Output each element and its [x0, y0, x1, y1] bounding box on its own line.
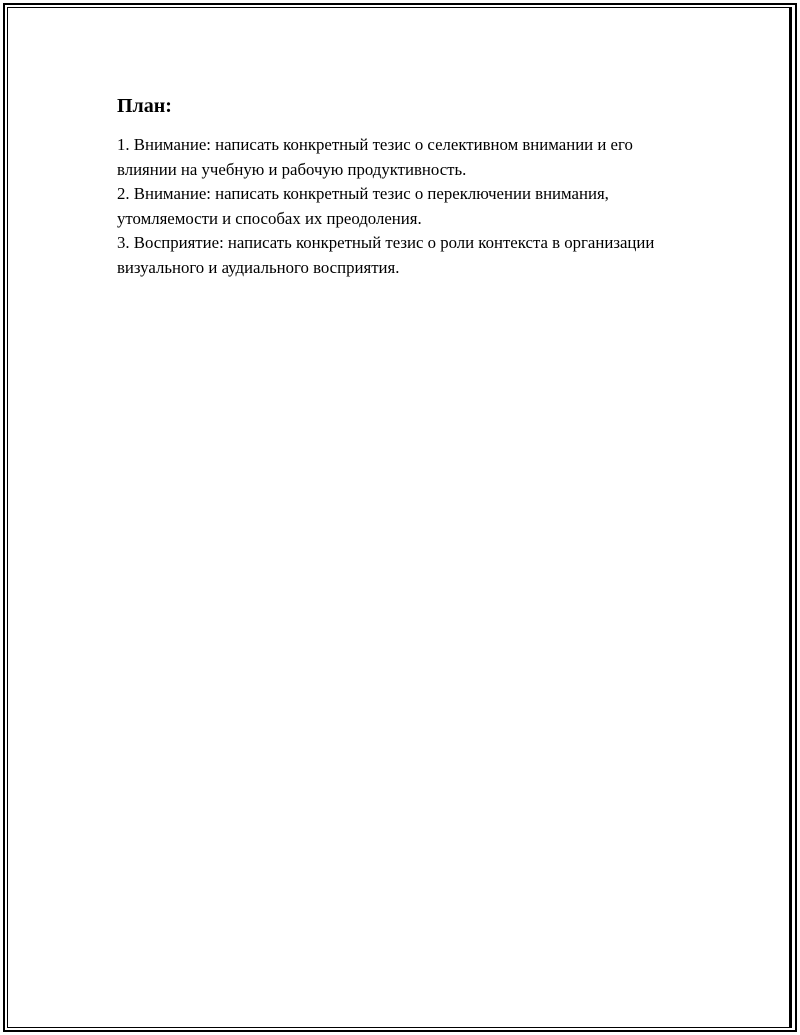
plan-item-3: 3. Восприятие: написать конкретный тезис о роли контекста в организации визуального и аудиального восприятия. [117, 233, 655, 277]
plan-item-1: 1. Внимание: написать конкретный тезис о селективном внимании и его влиянии на учебную и рабочую продуктивность. [117, 135, 633, 179]
plan-item-2: 2. Внимание: написать конкретный тезис о переключении внимания, утомляемости и способах их преодоления. [117, 184, 609, 228]
plan-list [117, 133, 677, 280]
document-body [117, 92, 677, 280]
plan-heading: План: [117, 95, 172, 117]
